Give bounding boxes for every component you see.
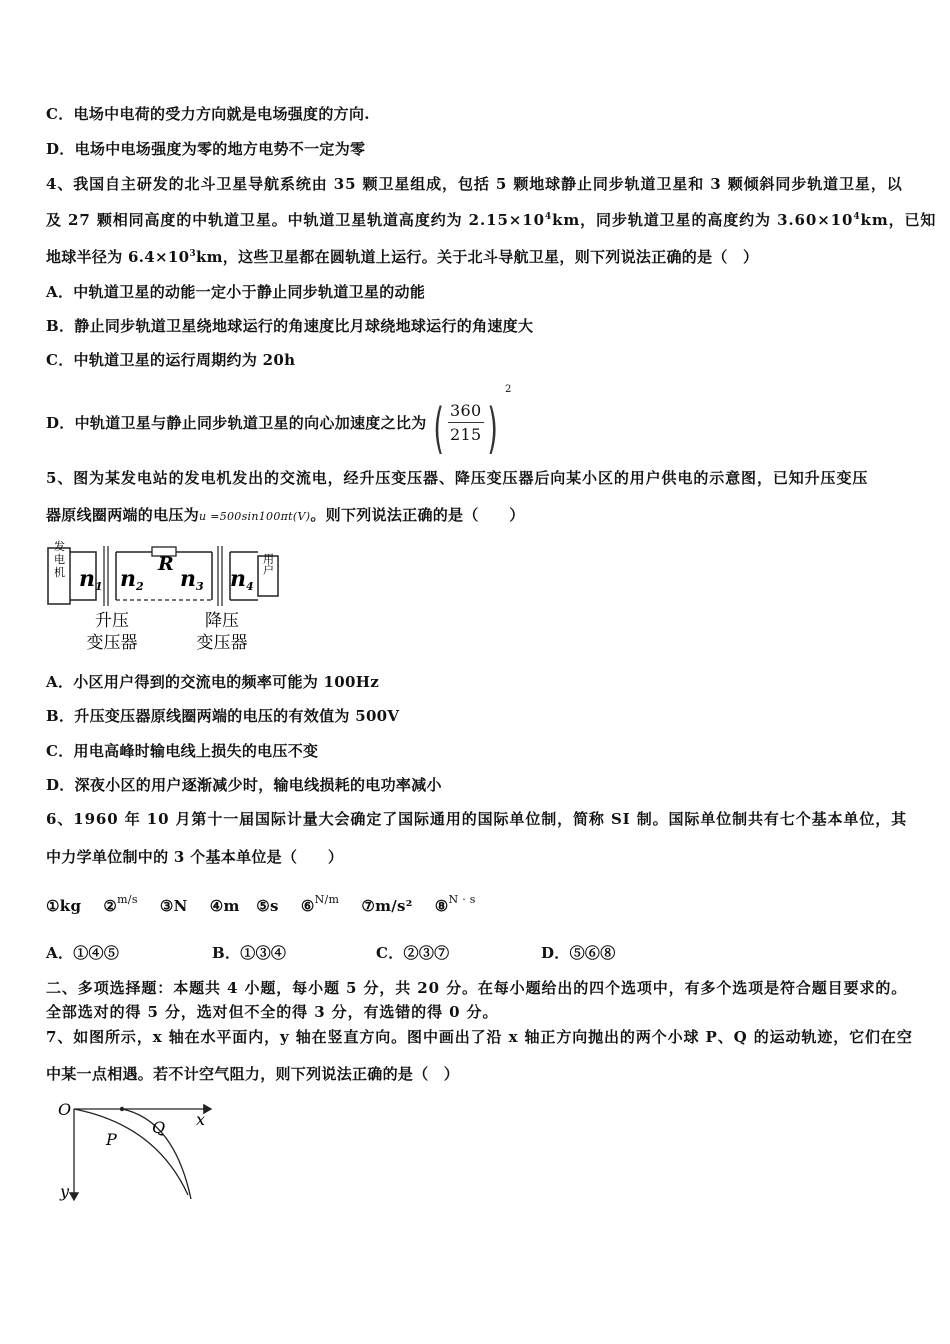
q6-option-b: B．①③④ [212,944,287,962]
generator-label: 发电机 [52,540,66,580]
trajectory-diagram [46,1095,226,1210]
q-label: Q [152,1118,166,1137]
q4-ratio-fraction: ( 360 215 ) [433,396,499,460]
q3-option-d: D．电场中电场强度为零的地方电势不一定为零 [46,140,366,158]
step-down-caption-2: 变压器 [196,633,248,653]
p-label: P [106,1130,117,1149]
q7-stem-line2: 中某一点相遇。若不计空气阻力，则下列说法正确的是（ ） [46,1065,460,1083]
q4-option-b: B．静止同步轨道卫星绕地球运行的角速度比月球绕地球运行的角速度大 [46,317,534,335]
x-axis-label: x [196,1110,206,1129]
q6-option-d: D．⑤⑥⑧ [541,944,616,962]
q6-option-c: C．②③⑦ [376,944,450,962]
n3-label: n3 [180,566,204,593]
q5-option-b: B．升压变压器原线圈两端的电压的有效值为 500V [46,707,400,725]
step-down-caption-1: 降压 [205,611,239,631]
resistor-label: R [158,553,174,575]
step-up-caption-1: 升压 [95,611,129,631]
step-up-caption-2: 变压器 [86,633,138,653]
trajectory-p [74,1109,188,1195]
n4-label: n4 [230,566,254,593]
q6-stem-line2: 中力学单位制中的 3 个基本单位是（ ） [46,848,344,866]
origin-label: O [58,1100,72,1119]
q3-option-c: C．电场中电荷的受力方向就是电场强度的方向. [46,105,370,123]
q4-stem-line2: 及 27 颗相同高度的中轨道卫星。中轨道卫星轨道高度约为 $2.15\times 10^4km$，同步轨道卫星的高度约为 $3.60\times 10^4km$，已知 [46,211,937,229]
q5-voltage-formula: u =500sin100πt(V) [199,510,311,523]
y-axis-label: y [60,1182,70,1201]
user-label: 用户 [261,553,275,575]
transformer-diagram [46,538,286,656]
section2-line1: 二、多项选择题：本题共 4 小题，每小题 5 分，共 20 分。在每小题给出的四个选项中，有多个选项是符合题目要求的。 [46,979,908,997]
q6-stem-line1: 6、1960 年 10 月第十一届国际计量大会确定了国际通用的国际单位制，简称 SI 制。国际单位制共有七个基本单位，其 [46,810,908,828]
q4-option-c: C．中轨道卫星的运行周期约为 20h [46,351,296,369]
q4-option-d: D．中轨道卫星与静止同步轨道卫星的向心加速度之比为 ( 360 215 ) $^2$ [46,384,512,460]
q6-unit-list: ①kg ②$^{m/s}$ ③N ④m ⑤s ⑥$^{N/m}$ ⑦m/s² ⑧$^{N \cdot s}$ [46,893,476,915]
q5-stem-line2: 器原线圈两端的电压为u =500sin100πt(V)。则下列说法正确的是（ ） [46,506,525,524]
section2-line2: 全部选对的得 5 分，选对但不全的得 3 分，有选错的得 0 分。 [46,1003,499,1021]
q7-stem-line1: 7、如图所示，x 轴在水平面内，y 轴在竖直方向。图中画出了沿 x 轴正方向抛出的两个小球 P、Q 的运动轨迹，它们在空 [46,1028,913,1046]
q4-option-a: A．中轨道卫星的动能一定小于静止同步轨道卫星的动能 [46,283,426,301]
q6-option-a: A．①④⑤ [46,944,120,962]
q5-option-a: A．小区用户得到的交流电的频率可能为 100Hz [46,673,380,691]
q5-option-c: C．用电高峰时输电线上损失的电压不变 [46,742,319,760]
q4-stem-line3: 地球半径为 $6.4\times 10^3km$，这些卫星都在圆轨道上运行。关于北斗导航卫星，则下列说法正确的是（ ） [46,248,759,266]
n2-label: n2 [120,566,144,593]
n1-label: n1 [79,566,103,593]
q5-option-d: D．深夜小区的用户逐渐减少时，输电线损耗的电功率减小 [46,776,442,794]
q5-stem-line1: 5、图为某发电站的发电机发出的交流电，经升压变压器、降压变压器后向某小区的用户供电的示意图，已知升压变压 [46,469,869,487]
q4-stem-line1: 4、我国自主研发的北斗卫星导航系统由 35 颗卫星组成，包括 5 颗地球静止同步轨道卫星和 3 颗倾斜同步轨道卫星，以 [46,175,903,193]
